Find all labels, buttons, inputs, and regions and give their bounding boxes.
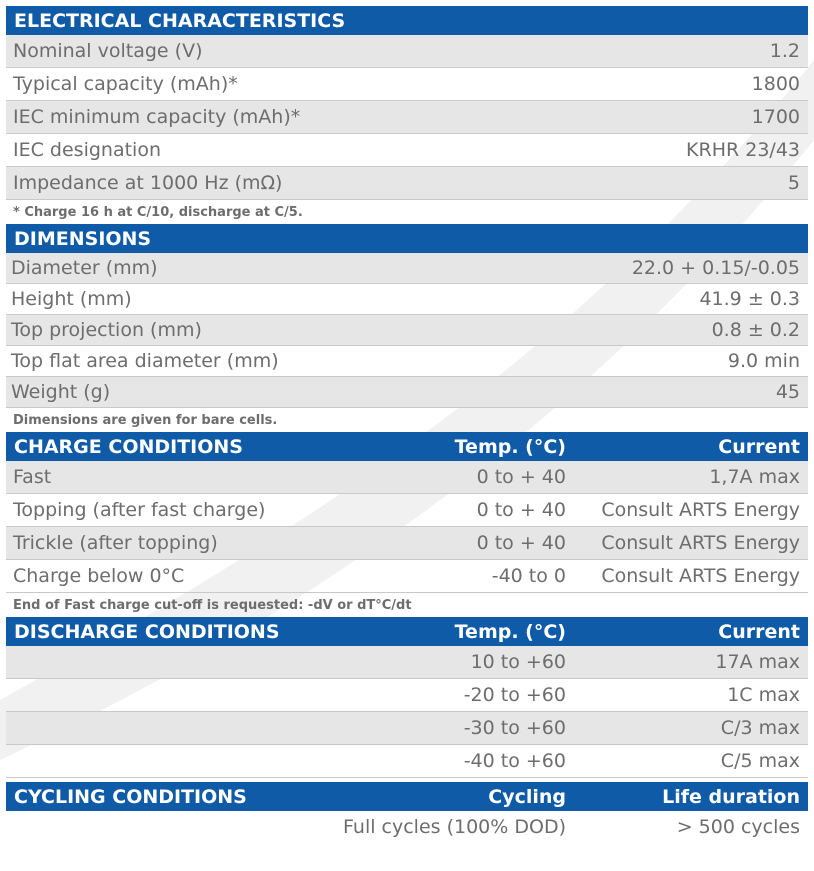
discharge-row bbox=[6, 712, 808, 745]
row-value: 22.0 + 0.15/-0.05 bbox=[631, 257, 800, 279]
row-value: KRHR 23/43 bbox=[686, 139, 800, 161]
row-life: > 500 cycles bbox=[676, 816, 800, 838]
spec-row-diameter bbox=[6, 253, 808, 284]
spec-row-iec-min-capacity bbox=[6, 101, 808, 134]
cycling-header bbox=[6, 782, 808, 811]
row-cycling: Full cycles (100% DOD) bbox=[343, 816, 566, 838]
cycling-section bbox=[6, 782, 808, 843]
row-temp: 10 to +60 bbox=[470, 651, 566, 673]
row-label: Topping (after fast charge) bbox=[13, 499, 266, 521]
row-value: 0.8 ± 0.2 bbox=[711, 319, 800, 341]
row-value: 41.9 ± 0.3 bbox=[699, 288, 800, 310]
discharge-title: DISCHARGE CONDITIONS bbox=[14, 620, 280, 643]
discharge-temp-header: Temp. (°C) bbox=[454, 620, 566, 643]
row-current: 1,7A max bbox=[709, 466, 800, 488]
charge-row-topping bbox=[6, 494, 808, 527]
row-current: 17A max bbox=[715, 651, 800, 673]
charge-current-header: Current bbox=[718, 435, 800, 458]
charge-row-fast bbox=[6, 461, 808, 494]
row-label: Nominal voltage (V) bbox=[13, 40, 203, 62]
charge-header bbox=[6, 432, 808, 461]
row-label: Charge below 0°C bbox=[13, 565, 185, 587]
charge-row-below-zero bbox=[6, 560, 808, 593]
row-value: 1800 bbox=[751, 73, 800, 95]
dimensions-note: Dimensions are given for bare cells. bbox=[13, 412, 278, 428]
row-label: IEC minimum capacity (mAh)* bbox=[13, 106, 301, 128]
charge-temp-header: Temp. (°C) bbox=[454, 435, 566, 458]
electrical-note: * Charge 16 h at C/10, discharge at C/5. bbox=[13, 204, 303, 220]
row-label: Typical capacity (mAh)* bbox=[13, 73, 238, 95]
spec-row-iec-designation bbox=[6, 134, 808, 167]
charge-section bbox=[6, 432, 808, 617]
spec-row-nominal-voltage bbox=[6, 35, 808, 68]
spec-row-weight bbox=[6, 377, 808, 408]
row-value: 1.2 bbox=[769, 40, 800, 62]
row-current: Consult ARTS Energy bbox=[601, 532, 800, 554]
row-current: Consult ARTS Energy bbox=[601, 565, 800, 587]
cycling-life-header: Life duration bbox=[662, 785, 800, 808]
row-current: Consult ARTS Energy bbox=[601, 499, 800, 521]
row-temp: 0 to + 40 bbox=[476, 499, 566, 521]
row-current: 1C max bbox=[727, 684, 800, 706]
charge-title: CHARGE CONDITIONS bbox=[14, 435, 243, 458]
discharge-row bbox=[6, 646, 808, 679]
dimensions-title: DIMENSIONS bbox=[14, 227, 152, 250]
row-label: Height (mm) bbox=[11, 288, 132, 310]
row-current: C/3 max bbox=[720, 717, 800, 739]
row-label: Diameter (mm) bbox=[11, 257, 158, 279]
dimensions-header bbox=[6, 224, 808, 253]
row-temp: 0 to + 40 bbox=[476, 466, 566, 488]
row-value: 5 bbox=[787, 172, 800, 194]
row-temp: -40 to 0 bbox=[491, 565, 566, 587]
cycling-row bbox=[6, 811, 808, 843]
spec-row-impedance bbox=[6, 167, 808, 200]
row-value: 9.0 min bbox=[727, 350, 800, 372]
discharge-row bbox=[6, 745, 808, 778]
row-label: IEC designation bbox=[13, 139, 161, 161]
electrical-header bbox=[6, 6, 808, 35]
charge-note: End of Fast charge cut-off is requested: -dV or dT°C/dt bbox=[13, 597, 412, 613]
row-value: 1700 bbox=[751, 106, 800, 128]
cycling-cycling-header: Cycling bbox=[488, 785, 566, 808]
row-temp: 0 to + 40 bbox=[476, 532, 566, 554]
spec-row-top-flat-area bbox=[6, 346, 808, 377]
discharge-header bbox=[6, 617, 808, 646]
row-temp: -20 to +60 bbox=[463, 684, 566, 706]
row-label: Weight (g) bbox=[11, 381, 111, 403]
row-temp: -30 to +60 bbox=[463, 717, 566, 739]
row-label: Impedance at 1000 Hz (mΩ) bbox=[13, 172, 283, 194]
row-temp: -40 to +60 bbox=[463, 750, 566, 772]
spec-sheet bbox=[6, 6, 808, 843]
dimensions-section bbox=[6, 224, 808, 432]
row-label: Top projection (mm) bbox=[11, 319, 202, 341]
discharge-current-header: Current bbox=[718, 620, 800, 643]
electrical-section bbox=[6, 6, 808, 224]
electrical-title: ELECTRICAL CHARACTERISTICS bbox=[14, 9, 346, 32]
charge-row-trickle bbox=[6, 527, 808, 560]
row-label: Top flat area diameter (mm) bbox=[11, 350, 279, 372]
row-value: 45 bbox=[775, 381, 800, 403]
discharge-section bbox=[6, 617, 808, 778]
spec-row-top-projection bbox=[6, 315, 808, 346]
row-label: Fast bbox=[13, 466, 52, 488]
row-label: Trickle (after topping) bbox=[13, 532, 218, 554]
spec-row-typical-capacity bbox=[6, 68, 808, 101]
spec-row-height bbox=[6, 284, 808, 315]
discharge-row bbox=[6, 679, 808, 712]
cycling-title: CYCLING CONDITIONS bbox=[14, 785, 247, 808]
row-current: C/5 max bbox=[720, 750, 800, 772]
